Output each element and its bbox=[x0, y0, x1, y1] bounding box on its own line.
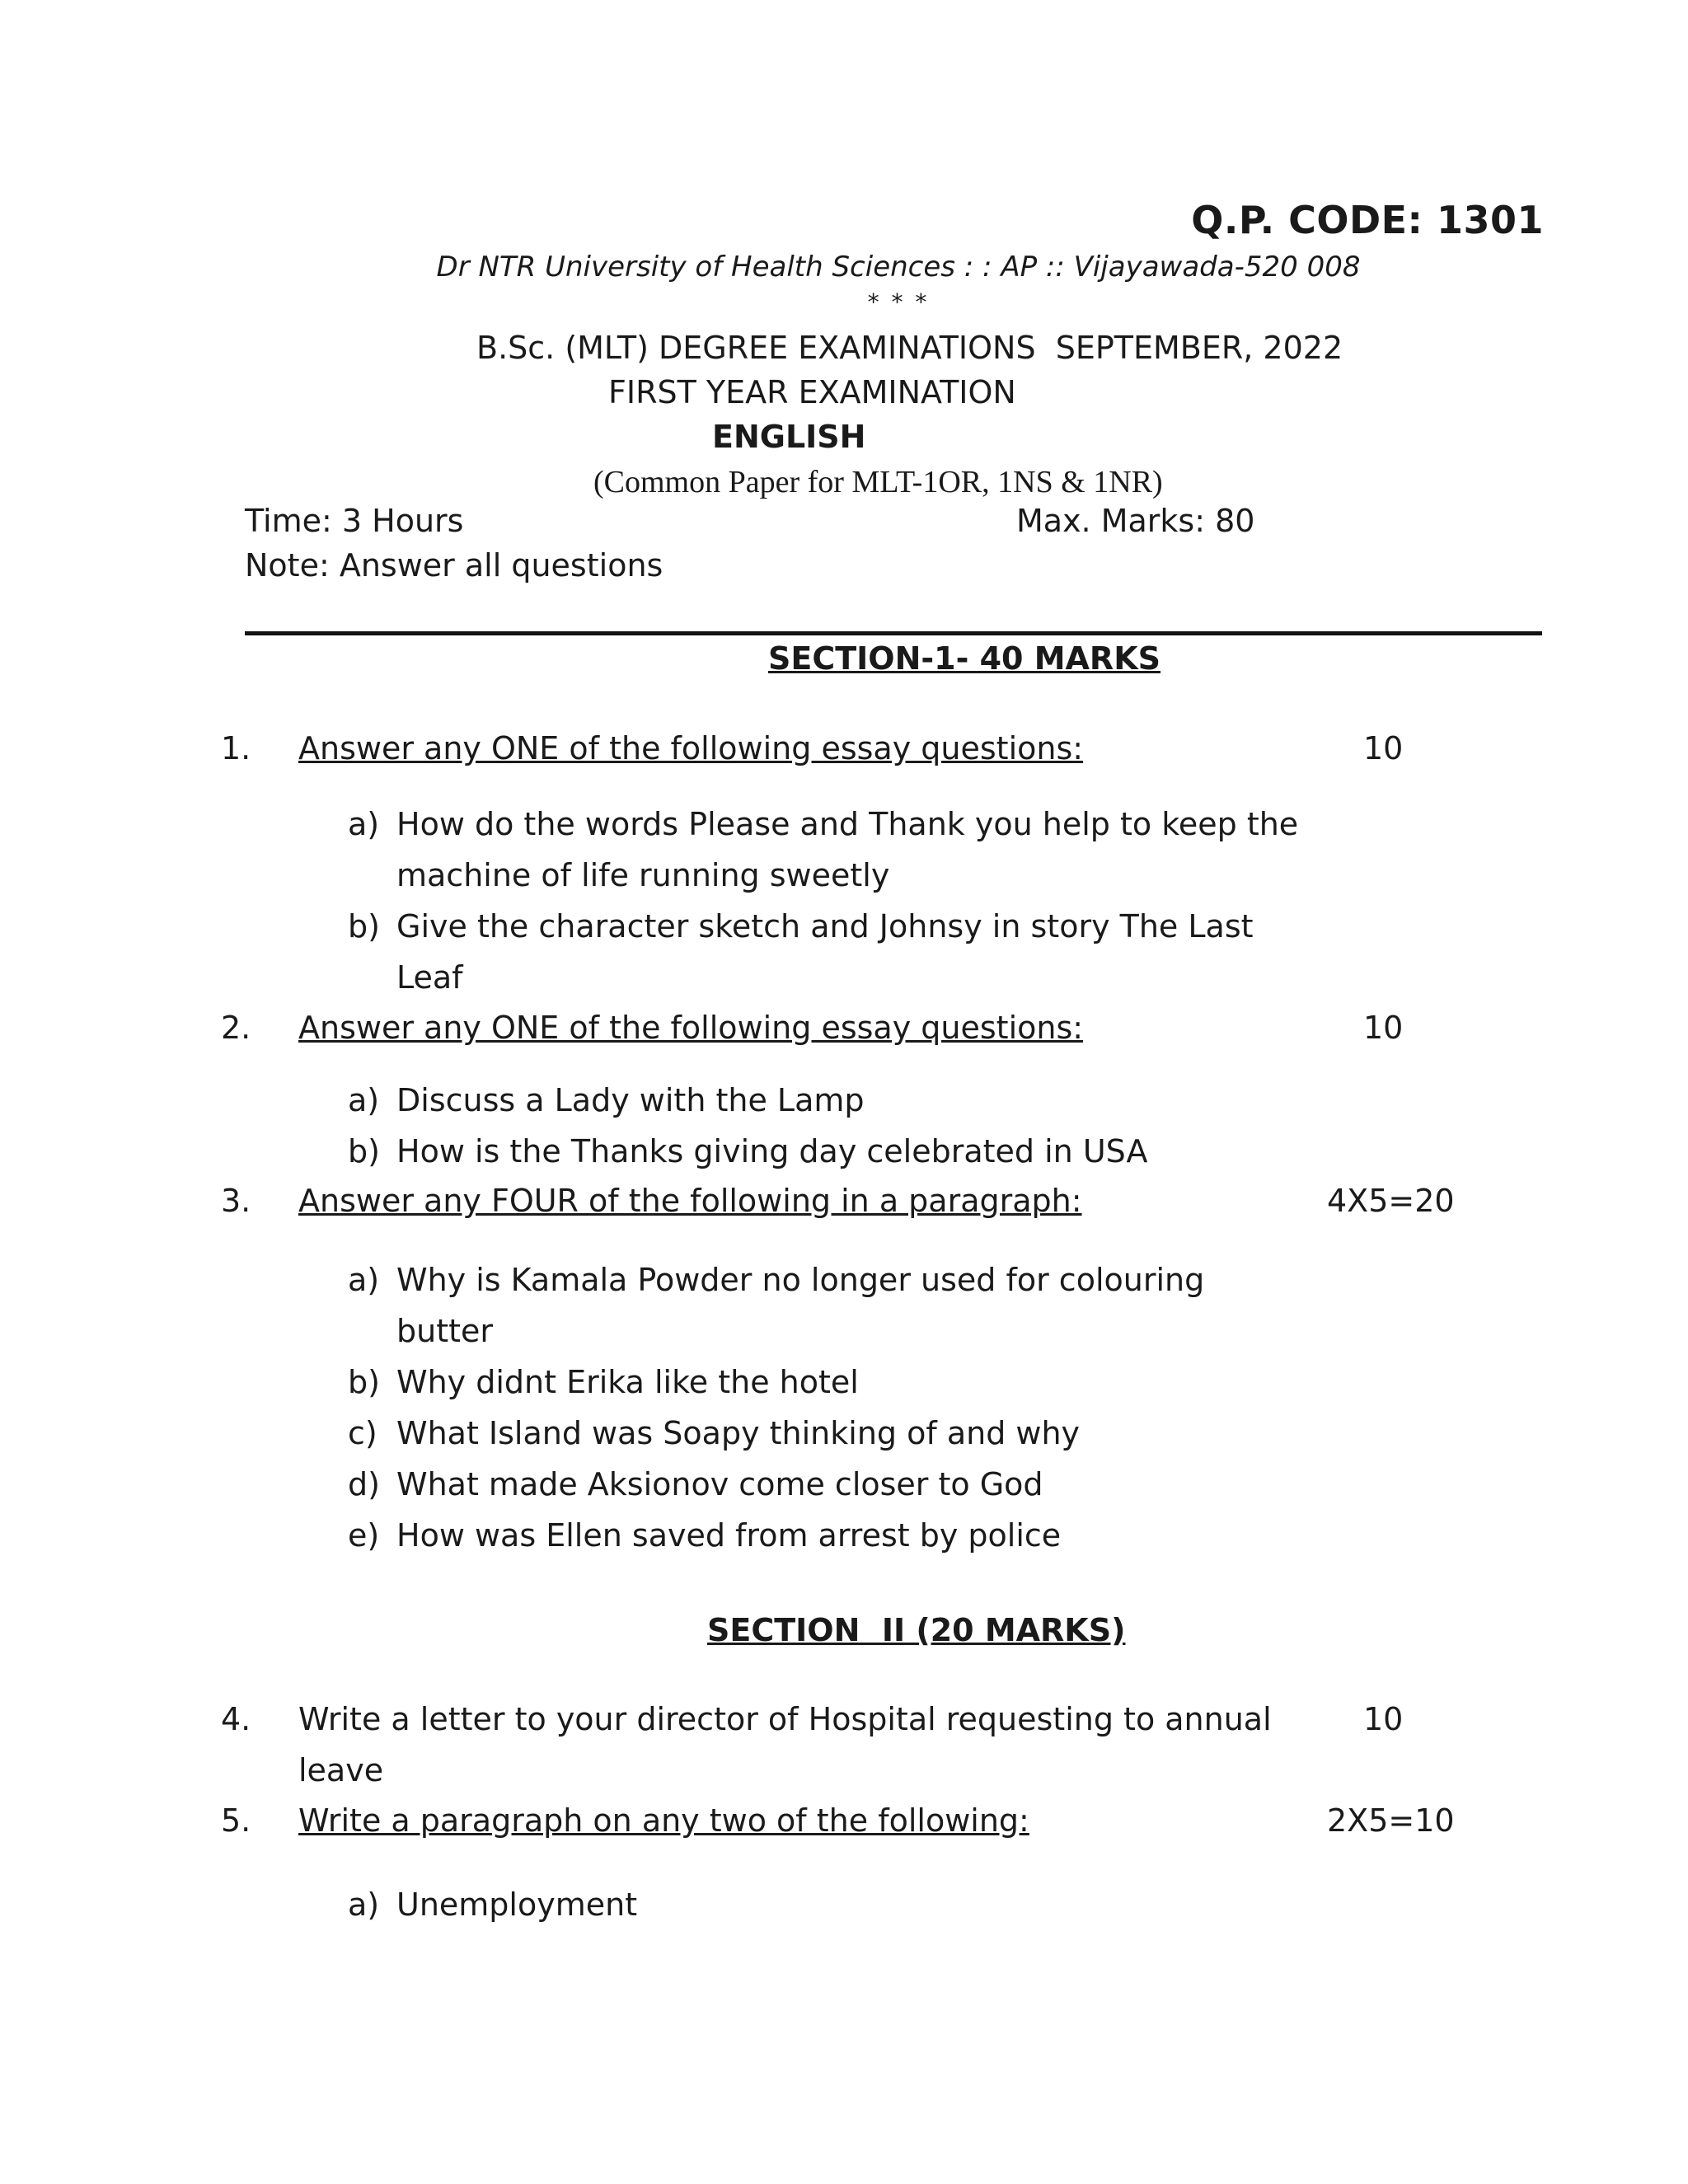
q3-option-e-label: e) bbox=[348, 1517, 380, 1554]
q3-option-d-text: What made Aksionov come closer to God bbox=[396, 1466, 1043, 1502]
q3-option-a-text-cont: butter bbox=[396, 1313, 494, 1349]
question-4-number: 4. bbox=[221, 1701, 251, 1737]
q3-option-d-label: d) bbox=[348, 1466, 380, 1502]
question-4-text: Write a letter to your director of Hospital requesting to annual bbox=[298, 1701, 1272, 1737]
section-2-title: SECTION II (20 MARKS) bbox=[707, 1612, 1126, 1648]
question-1-text: Answer any ONE of the following essay questions: bbox=[298, 730, 1084, 766]
common-paper-note: (Common Paper for MLT-1OR, 1NS & 1NR) bbox=[593, 465, 1163, 499]
qp-code: Q.P. CODE: 1301 bbox=[1191, 198, 1544, 242]
q5-option-a-label: a) bbox=[348, 1886, 380, 1923]
q3-option-c-label: c) bbox=[348, 1415, 377, 1451]
q1-option-a-label: a) bbox=[348, 806, 380, 842]
question-2-text: Answer any ONE of the following essay questions: bbox=[298, 1010, 1084, 1046]
exam-time: Time: 3 Hours bbox=[245, 503, 464, 539]
q3-option-b-text: Why didnt Erika like the hotel bbox=[396, 1364, 859, 1400]
question-4-marks: 10 bbox=[1363, 1701, 1404, 1737]
question-1-marks: 10 bbox=[1363, 730, 1404, 766]
q2-option-b-label: b) bbox=[348, 1133, 380, 1169]
question-5-text: Write a paragraph on any two of the following: bbox=[298, 1802, 1029, 1839]
q3-option-e-text: How was Ellen saved from arrest by police bbox=[396, 1517, 1062, 1554]
degree-title: B.Sc. (MLT) DEGREE EXAMINATIONS SEPTEMBER, 2022 bbox=[476, 330, 1343, 366]
q5-option-a-text: Unemployment bbox=[396, 1886, 638, 1923]
header-divider bbox=[245, 631, 1542, 635]
question-5-number: 5. bbox=[221, 1802, 251, 1839]
exam-year: FIRST YEAR EXAMINATION bbox=[608, 374, 1016, 410]
separator-stars: * * * bbox=[867, 288, 930, 316]
max-marks: Max. Marks: 80 bbox=[1016, 503, 1255, 539]
q3-option-a-label: a) bbox=[348, 1262, 380, 1298]
question-2-number: 2. bbox=[221, 1010, 251, 1046]
q2-option-a-text: Discuss a Lady with the Lamp bbox=[396, 1082, 865, 1118]
q1-option-b-label: b) bbox=[348, 908, 380, 944]
q1-option-a-text-cont: machine of life running sweetly bbox=[396, 857, 890, 893]
question-3-number: 3. bbox=[221, 1183, 251, 1219]
q1-option-b-text-cont: Leaf bbox=[396, 959, 463, 996]
q1-option-b-text: Give the character sketch and Johnsy in story The Last bbox=[396, 908, 1254, 944]
subject-title: ENGLISH bbox=[712, 419, 866, 455]
question-3-marks: 4X5=20 bbox=[1327, 1183, 1455, 1219]
q2-option-b-text: How is the Thanks giving day celebrated in USA bbox=[396, 1133, 1148, 1169]
q3-option-b-label: b) bbox=[348, 1364, 380, 1400]
exam-note: Note: Answer all questions bbox=[245, 547, 663, 583]
question-4-text-cont: leave bbox=[298, 1752, 384, 1788]
question-1-number: 1. bbox=[221, 730, 251, 766]
q1-option-a-text: How do the words Please and Thank you help to keep the bbox=[396, 806, 1299, 842]
q3-option-c-text: What Island was Soapy thinking of and why bbox=[396, 1415, 1081, 1451]
question-2-marks: 10 bbox=[1363, 1010, 1404, 1046]
question-5-marks: 2X5=10 bbox=[1327, 1802, 1455, 1839]
section-1-title: SECTION-1- 40 MARKS bbox=[768, 640, 1161, 677]
university-name: Dr NTR University of Health Sciences : : AP :: Vijayawada-520 008 bbox=[436, 251, 1361, 284]
q3-option-a-text: Why is Kamala Powder no longer used for colouring bbox=[396, 1262, 1205, 1298]
q2-option-a-label: a) bbox=[348, 1082, 380, 1118]
question-3-text: Answer any FOUR of the following in a paragraph: bbox=[298, 1183, 1082, 1219]
